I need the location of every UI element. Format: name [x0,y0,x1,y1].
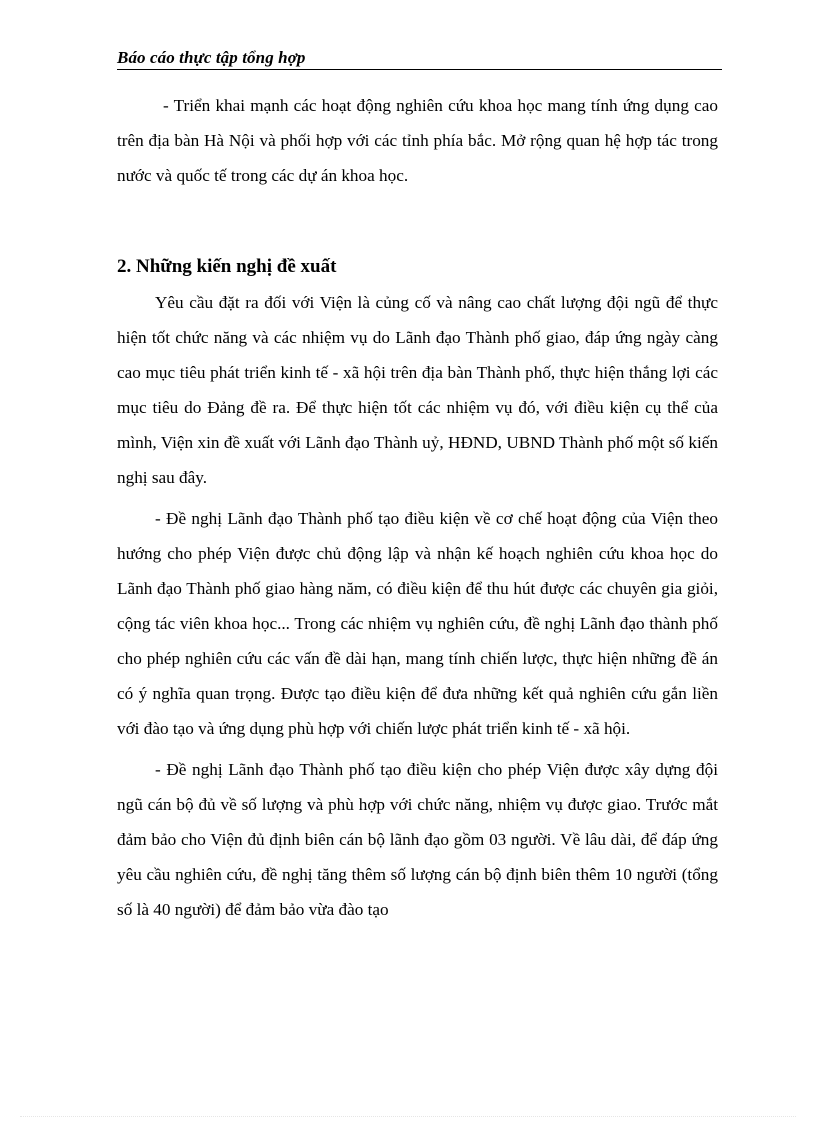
document-body [117,88,718,927]
section-paragraph-1: Yêu cầu đặt ra đối với Viện là củng cố và nâng cao chất lượng đội ngũ để thực hiện tốt chức năng và các nhiệm vụ do Lãnh đạo Thành phố giao, đáp ứng ngày càng cao mục tiêu phát triển kinh tế - xã hội trên địa bàn Thành phố, thực hiện thắng lợi các mục tiêu do Đảng đề ra. Để thực hiện tốt các nhiệm vụ đó, với điều kiện cụ thể của mình, Viện xin đề xuất với Lãnh đạo Thành uỷ, HĐND, UBND Thành phố một số kiến nghị sau đây. [117,293,718,487]
header-title: Báo cáo thực tập tổng hợp [117,48,306,67]
intro-paragraph: - Triển khai mạnh các hoạt động nghiên cứu khoa học mang tính ứng dụng cao trên địa bàn Hà Nội và phối hợp với các tỉnh phía bắc. Mở rộng quan hệ hợp tác trong nước và quốc tế trong các dự án khoa học. [117,96,718,185]
section-heading: 2. Những kiến nghị đề xuất [117,256,337,277]
section-paragraph-3: - Đề nghị Lãnh đạo Thành phố tạo điều kiện cho phép Viện được xây dựng đội ngũ cán bộ đủ về số lượng và phù hợp với chức năng, nhiệm vụ được giao. Trước mắt đảm bảo cho Viện đủ định biên cán bộ lãnh đạo gồm 03 người. Về lâu dài, để đáp ứng yêu cầu nghiên cứu, đề nghị tăng thêm số lượng cán bộ định biên thêm 10 người (tổng số là 40 người) để đảm bảo vừa đào tạo [117,760,718,919]
page-header [117,48,722,70]
section-paragraph-2: - Đề nghị Lãnh đạo Thành phố tạo điều kiện về cơ chế hoạt động của Viện theo hướng cho phép Viện được chủ động lập và nhận kế hoạch nghiên cứu khoa học do Lãnh đạo Thành phố giao hàng năm, có điều kiện để thu hút được các chuyên gia giỏi, cộng tác viên khoa học... Trong các nhiệm vụ nghiên cứu, đề nghị Lãnh đạo thành phố cho phép nghiên cứu các vấn đề dài hạn, mang tính chiến lược, thực hiện những đề án có ý nghĩa quan trọng. Được tạo điều kiện để đưa những kết quả nghiên cứu gắn liền với đào tạo và ứng dụng phù hợp với chiến lược phát triển kinh tế - xã hội. [117,509,718,738]
page-bottom-divider [20,1116,796,1117]
